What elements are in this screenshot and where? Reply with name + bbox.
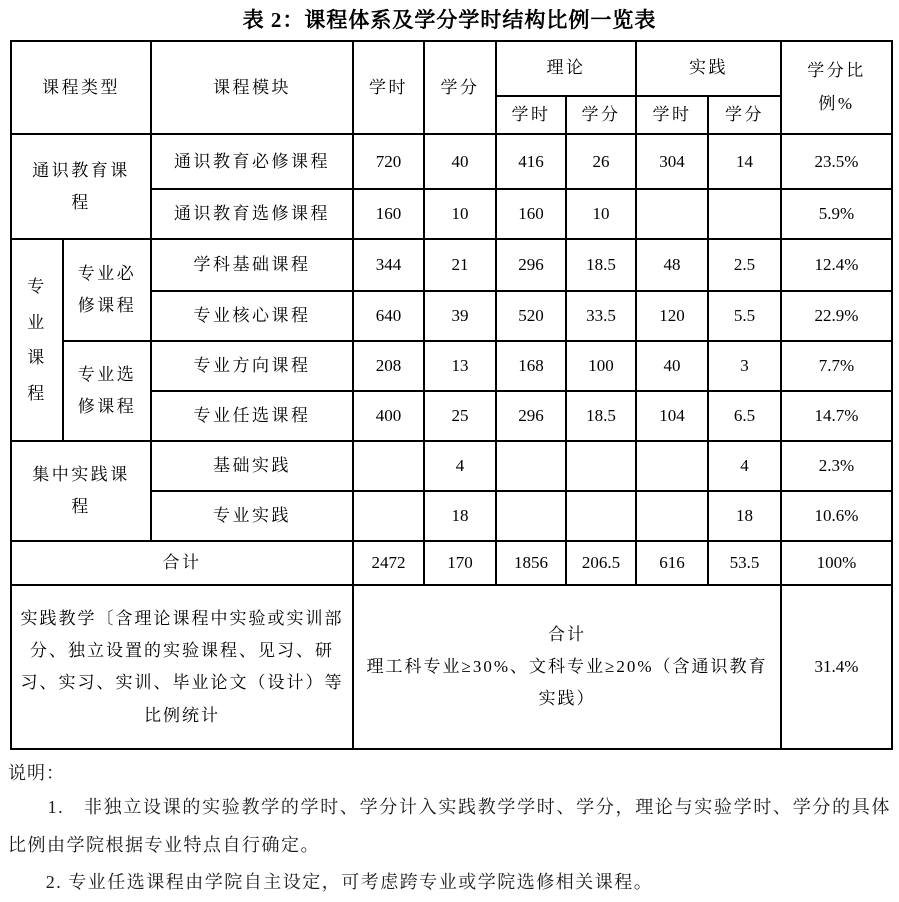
cell-hours: 160 (353, 189, 424, 239)
cell-practice-hours (636, 491, 708, 541)
cell-theory-hours: 416 (496, 134, 566, 189)
cell-practice-summary (353, 585, 781, 749)
cell-ratio: 23.5% (781, 134, 892, 189)
summary-requirement-text: 理工科专业≥30%、文科专业≥20%（含通识教育实践） (366, 657, 768, 709)
cell-practice-hours (636, 441, 708, 491)
cell-theory-credits: 18.5 (566, 391, 636, 441)
cell-practice-teaching-label: 实践教学〔含理论课程中实验或实训部分、独立设置的实验课程、见习、研习、实习、实训、毕业论文（设计）等比例统计 (11, 585, 353, 749)
cell-practice-credits: 2.5 (708, 239, 781, 291)
cell-practice-credits: 3 (708, 341, 781, 391)
cell-practice-credits: 6.5 (708, 391, 781, 441)
row-basic-practice (11, 441, 892, 491)
cell-theory-hours: 1856 (496, 541, 566, 585)
cell-hours (353, 441, 424, 491)
cell-type-professional (11, 239, 63, 441)
row-general-required (11, 134, 892, 189)
summary-total-label: 合计 (548, 624, 586, 644)
header-theory-hours: 学时 (496, 96, 566, 134)
cell-ratio: 22.9% (781, 291, 892, 341)
table-title: 表 2：课程体系及学分学时结构比例一览表 (242, 8, 657, 32)
cell-subtype-professional-required (63, 239, 151, 341)
header-credit-ratio (781, 41, 892, 134)
cell-theory-credits: 26 (566, 134, 636, 189)
cell-theory-credits: 206.5 (566, 541, 636, 585)
cell-practice-credits: 18 (708, 491, 781, 541)
cell-module: 专业方向课程 (151, 341, 353, 391)
row-subject-foundation (11, 239, 892, 291)
cell-ratio: 100% (781, 541, 892, 585)
header-practice-hours: 学时 (636, 96, 708, 134)
header-theory-credits: 学分 (566, 96, 636, 134)
cell-theory-credits: 10 (566, 189, 636, 239)
cell-practice-credits: 14 (708, 134, 781, 189)
header-theory: 理论 (496, 41, 636, 96)
cell-practice-hours: 616 (636, 541, 708, 585)
cell-theory-credits: 33.5 (566, 291, 636, 341)
header-credits: 学分 (424, 41, 496, 134)
cell-ratio: 12.4% (781, 239, 892, 291)
type-label-vertical: 专业课程 (27, 276, 47, 403)
cell-practice-credits (708, 189, 781, 239)
cell-theory-hours: 160 (496, 189, 566, 239)
cell-credits: 25 (424, 391, 496, 441)
row-professional-direction (11, 341, 892, 391)
header-course-module: 课程模块 (151, 41, 353, 134)
header-row-1 (11, 41, 892, 96)
cell-module: 专业核心课程 (151, 291, 353, 341)
cell-hours: 208 (353, 341, 424, 391)
cell-credits: 40 (424, 134, 496, 189)
cell-practice-hours: 120 (636, 291, 708, 341)
cell-ratio: 31.4% (781, 585, 892, 749)
note-item-1: 1. 非独立设课的实验教学的学时、学分计入实践教学学时、学分，理论与实验学时、学分的具体比例由学院根据专业特点自行确定。 (8, 796, 891, 855)
cell-practice-credits: 5.5 (708, 291, 781, 341)
cell-subtype-professional-elective (63, 341, 151, 441)
cell-practice-hours: 304 (636, 134, 708, 189)
cell-credits: 21 (424, 239, 496, 291)
curriculum-structure-table (10, 40, 893, 750)
row-practice-teaching-summary (11, 585, 892, 749)
cell-ratio: 2.3% (781, 441, 892, 491)
cell-credits: 170 (424, 541, 496, 585)
cell-module: 专业任选课程 (151, 391, 353, 441)
cell-theory-credits (566, 441, 636, 491)
cell-theory-hours: 168 (496, 341, 566, 391)
cell-credits: 13 (424, 341, 496, 391)
subtype-label: 专业必修课程 (77, 264, 137, 316)
cell-type-concentrated-practice (11, 441, 151, 541)
cell-module: 通识教育必修课程 (151, 134, 353, 189)
cell-practice-credits: 53.5 (708, 541, 781, 585)
cell-theory-hours (496, 441, 566, 491)
notes-section (8, 758, 891, 902)
cell-theory-hours: 520 (496, 291, 566, 341)
cell-credits: 10 (424, 189, 496, 239)
cell-module: 基础实践 (151, 441, 353, 491)
cell-practice-hours: 104 (636, 391, 708, 441)
cell-hours: 344 (353, 239, 424, 291)
subtype-label: 专业选修课程 (77, 365, 137, 417)
cell-total-label: 合计 (11, 541, 353, 585)
row-total (11, 541, 892, 585)
type-label: 集中实践课程 (32, 465, 130, 517)
cell-module: 学科基础课程 (151, 239, 353, 291)
cell-credits: 4 (424, 441, 496, 491)
cell-theory-credits: 18.5 (566, 239, 636, 291)
cell-module: 通识教育选修课程 (151, 189, 353, 239)
cell-practice-hours: 40 (636, 341, 708, 391)
cell-ratio: 7.7% (781, 341, 892, 391)
cell-ratio: 5.9% (781, 189, 892, 239)
cell-hours: 720 (353, 134, 424, 189)
type-label: 通识教育课程 (32, 160, 130, 212)
cell-practice-hours: 48 (636, 239, 708, 291)
notes-label: 说明： (8, 763, 65, 784)
cell-theory-hours (496, 491, 566, 541)
cell-module: 专业实践 (151, 491, 353, 541)
cell-theory-hours: 296 (496, 391, 566, 441)
header-course-type: 课程类型 (11, 41, 151, 134)
cell-hours (353, 491, 424, 541)
cell-credits: 18 (424, 491, 496, 541)
cell-ratio: 14.7% (781, 391, 892, 441)
cell-practice-credits: 4 (708, 441, 781, 491)
credit-ratio-label: 学分比例% (807, 61, 866, 113)
cell-credits: 39 (424, 291, 496, 341)
cell-theory-credits: 100 (566, 341, 636, 391)
note-item-2: 2. 专业任选课程由学院自主设定，可考虑跨专业或学院选修相关课程。 (45, 872, 654, 893)
cell-practice-hours (636, 189, 708, 239)
cell-ratio: 10.6% (781, 491, 892, 541)
header-hours: 学时 (353, 41, 424, 134)
cell-hours: 400 (353, 391, 424, 441)
cell-theory-credits (566, 491, 636, 541)
cell-type-general-education (11, 134, 151, 239)
cell-hours: 640 (353, 291, 424, 341)
cell-hours: 2472 (353, 541, 424, 585)
cell-theory-hours: 296 (496, 239, 566, 291)
header-practice: 实践 (636, 41, 781, 96)
header-practice-credits: 学分 (708, 96, 781, 134)
